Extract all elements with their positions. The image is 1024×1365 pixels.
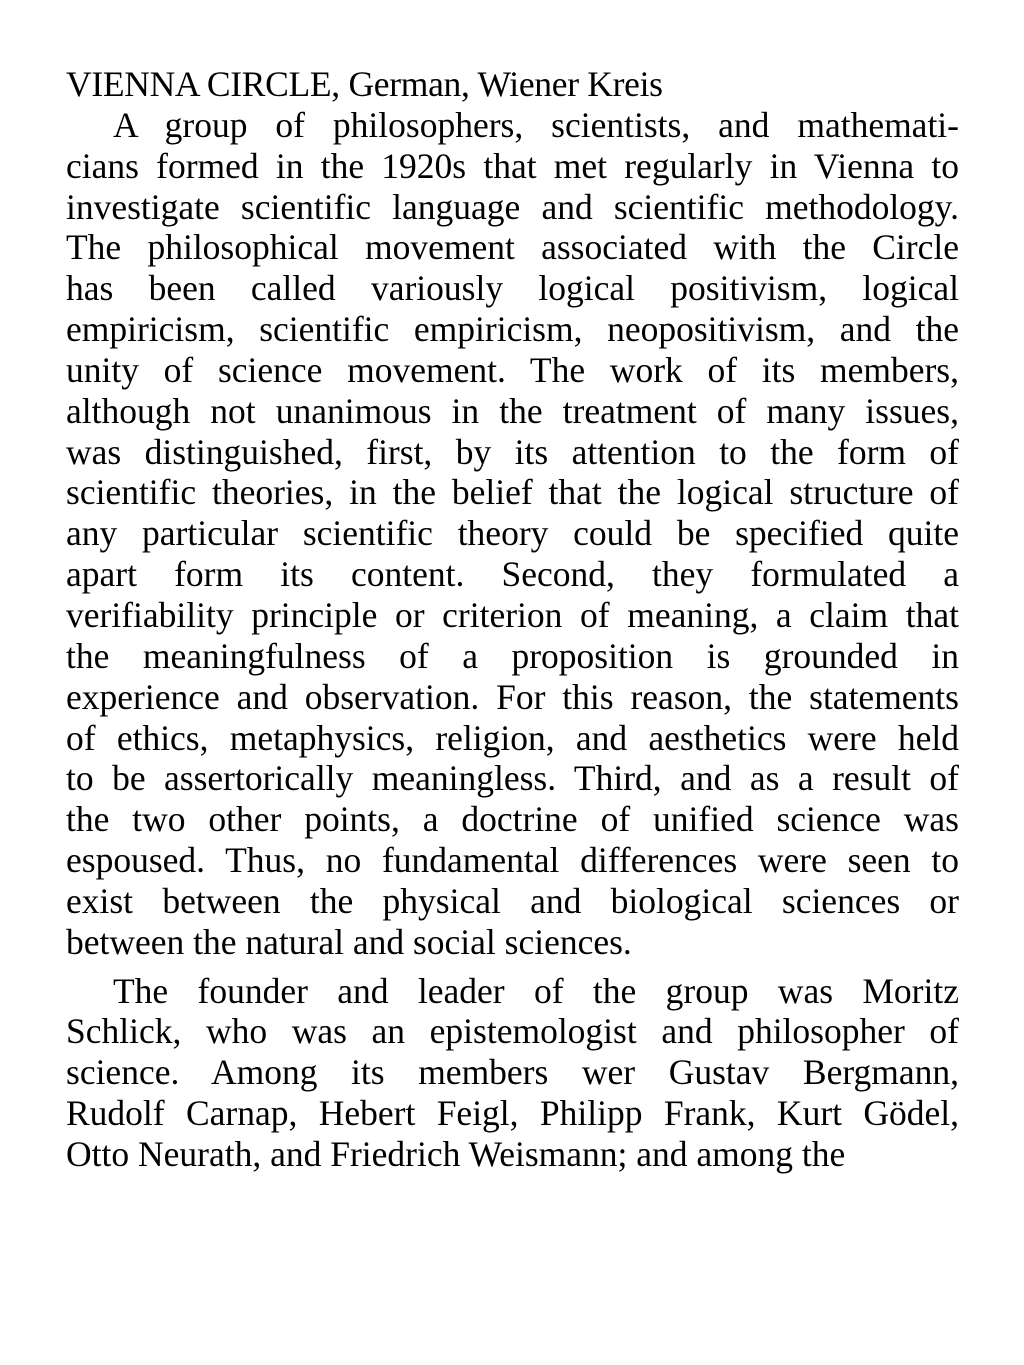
text-line: exist between the physical and biological sciences or	[66, 880, 959, 921]
document-page	[66, 64, 959, 1175]
text-line: the two other points, a doctrine of unified science was	[66, 799, 959, 840]
text-line: A group of philosophers, scientists, and mathemati-	[113, 104, 959, 145]
paragraph-1	[66, 105, 959, 963]
paragraph-2	[66, 971, 959, 1175]
text-line: verifiability principle or criterion of meaning, a claim that	[66, 594, 959, 635]
text-line: apart form its content. Second, they formulated a	[66, 554, 959, 595]
text-line: science. Among its members wer Gustav Bergmann,	[66, 1052, 959, 1093]
text-line: unity of science movement. The work of its members,	[66, 349, 959, 390]
text-line: the meaningfulness of a proposition is grounded in	[66, 635, 959, 676]
text-line: experience and observation. For this reason, the statements	[66, 676, 959, 717]
text-line: cians formed in the 1920s that met regularly in Vienna to	[66, 145, 959, 186]
text-line: although not unanimous in the treatment of many issues,	[66, 390, 959, 431]
text-line: was distinguished, first, by its attention to the form of	[66, 431, 959, 472]
text-line: to be assertorically meaningless. Third, and as a result of	[66, 758, 959, 799]
text-line: scientific theories, in the belief that the logical structure of	[66, 472, 959, 513]
text-line: of ethics, metaphysics, religion, and aesthetics were held	[66, 717, 959, 758]
text-line: empiricism, scientific empiricism, neopositivism, and the	[66, 309, 959, 350]
text-line: espoused. Thus, no fundamental differences were seen to	[66, 840, 959, 881]
text-line: any particular scientific theory could be specified quite	[66, 513, 959, 554]
text-line: The philosophical movement associated with the Circle	[66, 227, 959, 268]
text-line: has been called variously logical positivism, logical	[66, 268, 959, 309]
text-line: between the natural and social sciences.	[66, 921, 632, 962]
entry-heading: VIENNA CIRCLE, German, Wiener Kreis	[66, 64, 663, 104]
text-line: investigate scientific language and scientific methodology.	[66, 186, 959, 227]
text-line: Schlick, who was an epistemologist and philosopher of	[66, 1011, 959, 1052]
text-line: Otto Neurath, and Friedrich Weismann; and among the	[66, 1133, 846, 1174]
text-line: Rudolf Carnap, Hebert Feigl, Philipp Frank, Kurt Gödel,	[66, 1093, 959, 1134]
text-line: The founder and leader of the group was Moritz	[113, 970, 959, 1011]
